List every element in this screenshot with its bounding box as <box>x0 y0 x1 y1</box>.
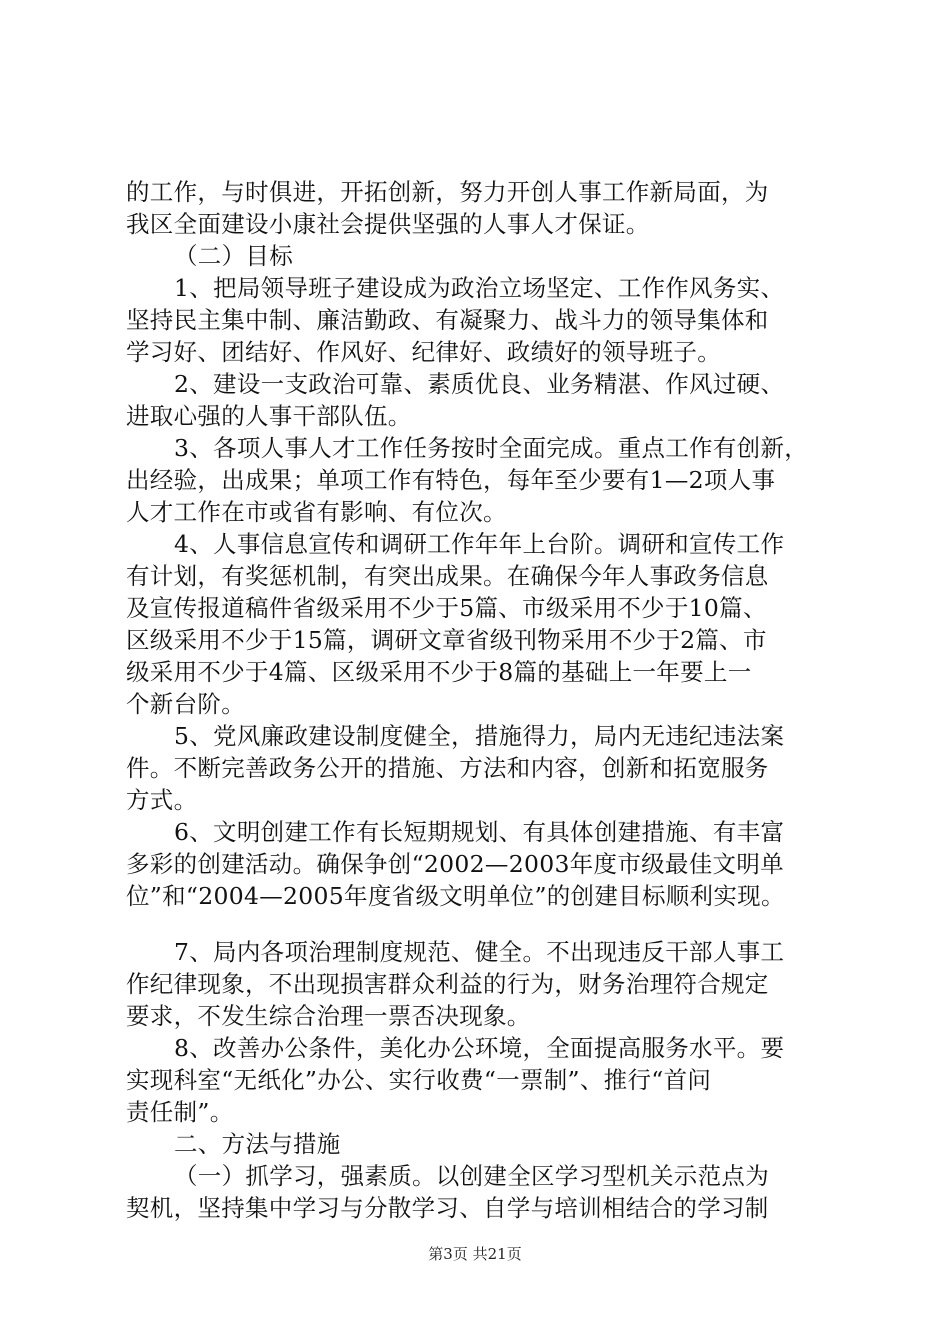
text-line: 责任制”。 <box>126 1098 234 1126</box>
text-line: 及宣传报道稿件省级采用不少于5篇、市级采用不少于10篇、 <box>126 594 767 622</box>
text-line: 作纪律现象，不出现损害群众利益的行为，财务治理符合规定 <box>126 970 769 998</box>
text-line: 1、把局领导班子建设成为政治立场坚定、工作作风务实、 <box>174 274 785 302</box>
text-line: 2、建设一支政治可靠、素质优良、业务精湛、作风过硬、 <box>174 370 785 398</box>
text-line: 坚持民主集中制、廉洁勤政、有凝聚力、战斗力的领导集体和 <box>126 306 769 334</box>
page-footer: 第3页 共21页 <box>428 1245 522 1263</box>
text-line: 3、各项人事人才工作任务按时全面完成。重点工作有创新， <box>174 434 809 462</box>
text-line: 位”和“2004—2005年度省级文明单位”的创建目标顺利实现。 <box>126 882 785 910</box>
text-line: （二）目标 <box>174 242 293 270</box>
text-line: 方式。 <box>126 786 198 814</box>
text-line: 7、局内各项治理制度规范、健全。不出现违反干部人事工 <box>174 938 785 966</box>
text-line: 5、党风廉政建设制度健全，措施得力，局内无违纪违法案 <box>174 722 785 750</box>
text-line: 出经验，出成果；单项工作有特色，每年至少要有1—2项人事 <box>126 466 776 494</box>
text-line: 4、人事信息宣传和调研工作年年上台阶。调研和宣传工作 <box>174 530 785 558</box>
text-line: 的工作，与时俱进，开拓创新，努力开创人事工作新局面，为 <box>126 178 769 206</box>
text-line: （一）抓学习，强素质。以创建全区学习型机关示范点为 <box>174 1162 769 1190</box>
text-line: 个新台阶。 <box>126 690 245 718</box>
text-line: 实现科室“无纸化”办公、实行收费“一票制”、推行“首问 <box>126 1066 712 1094</box>
text-line: 学习好、团结好、作风好、纪律好、政绩好的领导班子。 <box>126 338 721 366</box>
text-line: 8、改善办公条件，美化办公环境，全面提高服务水平。要 <box>174 1034 785 1062</box>
text-line: 多彩的创建活动。确保争创“2002—2003年度市级最佳文明单 <box>126 850 784 878</box>
text-line: 要求，不发生综合治理一票否决现象。 <box>126 1002 531 1030</box>
text-line: 区级采用不少于15篇，调研文章省级刊物采用不少于2篇、市 <box>126 626 767 654</box>
text-line: 进取心强的人事干部队伍。 <box>126 402 412 430</box>
text-line: 二、方法与措施 <box>174 1130 341 1158</box>
text-line: 人才工作在市或省有影响、有位次。 <box>126 498 507 526</box>
text-line: 有计划，有奖惩机制，有突出成果。在确保今年人事政务信息 <box>126 562 769 590</box>
text-line: 6、文明创建工作有长短期规划、有具体创建措施、有丰富 <box>174 818 785 846</box>
text-line: 件。不断完善政务公开的措施、方法和内容，创新和拓宽服务 <box>126 754 769 782</box>
text-line: 契机，坚持集中学习与分散学习、自学与培训相结合的学习制 <box>126 1194 769 1222</box>
text-line: 我区全面建设小康社会提供坚强的人事人才保证。 <box>126 210 650 238</box>
text-line: 级采用不少于4篇、区级采用不少于8篇的基础上一年要上一 <box>126 658 752 686</box>
